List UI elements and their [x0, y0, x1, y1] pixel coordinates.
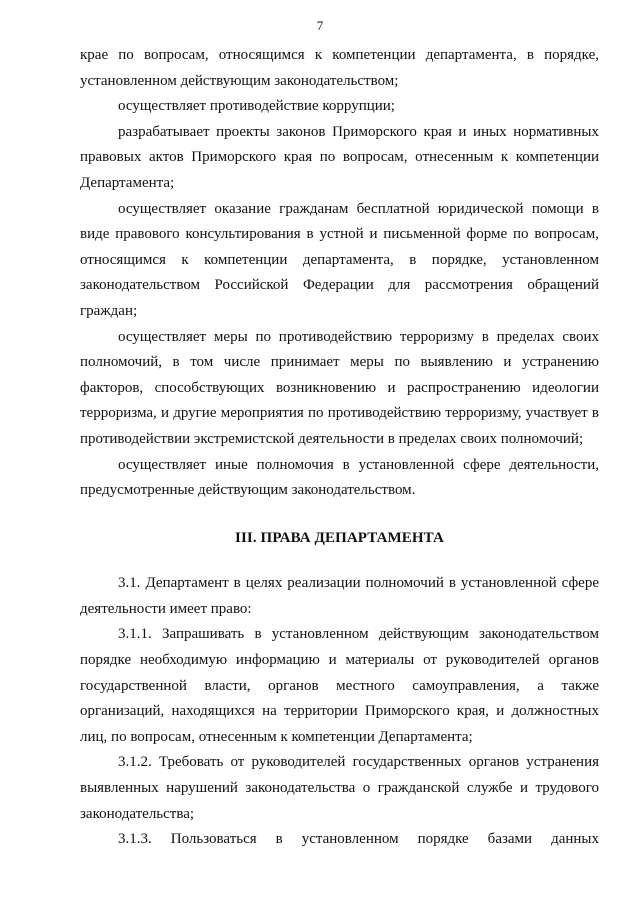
paragraph-other-powers: осуществляет иные полномочия в установленной сфере деятельности, предусмотренные действующим законодательством. [80, 456, 599, 499]
paragraph-anti-terrorism: осуществляет меры по противодействию терроризму в пределах своих полномочий, в том числе принимает меры по выявлению и устранению факторов, способствующих возникновению и распространению идеологии терроризма, и другие мероприятия по противодействию терроризму, участвует в противодействии экстремистской деятельности в пределах своих полномочий; [80, 328, 599, 447]
paragraph-3-1: 3.1. Департамент в целях реализации полномочий в установленной сфере деятельности имеет право: [80, 575, 599, 617]
paragraph-anti-corruption: осуществляет противодействие коррупции; [118, 98, 395, 115]
paragraph-3-1-2: 3.1.2. Требовать от руководителей государственных органов устранения выявленных нарушений законодательства о гражданской службе и трудового законодательства; [80, 754, 599, 822]
paragraph-3-1-3: 3.1.3. Пользоваться в установленном порядке базами данных [118, 831, 599, 848]
paragraph-3-1-1: 3.1.1. Запрашивать в установленном действующим законодательством порядке необходимую информацию и материалы от руководителей органов государственной власти, органов местного самоуправления, а также организаций, находящихся на территории Приморского края, и должностных лиц, по вопросам, отнесенным к компетенции Департамента; [80, 626, 599, 745]
document-body [80, 43, 599, 853]
section-heading: III. ПРАВА ДЕПАРТАМЕНТА [235, 529, 444, 546]
paragraph-competence-continuation: крае по вопросам, относящимся к компетенции департамента, в порядке, установленном действующим законодательством; [80, 47, 599, 89]
paragraph-draft-laws: разрабатывает проекты законов Приморского края и иных нормативных правовых актов Приморского края по вопросам, отнесенным к компетенции Департамента; [80, 123, 599, 191]
page-number: 7 [316, 18, 324, 33]
paragraph-legal-aid: осуществляет оказание гражданам бесплатной юридической помощи в виде правового консультирования в устной и письменной форме по вопросам, относящимся к компетенции департамента, в порядке, установленном законодательством Российской Федерации для рассмотрения обращений граждан; [80, 200, 599, 319]
